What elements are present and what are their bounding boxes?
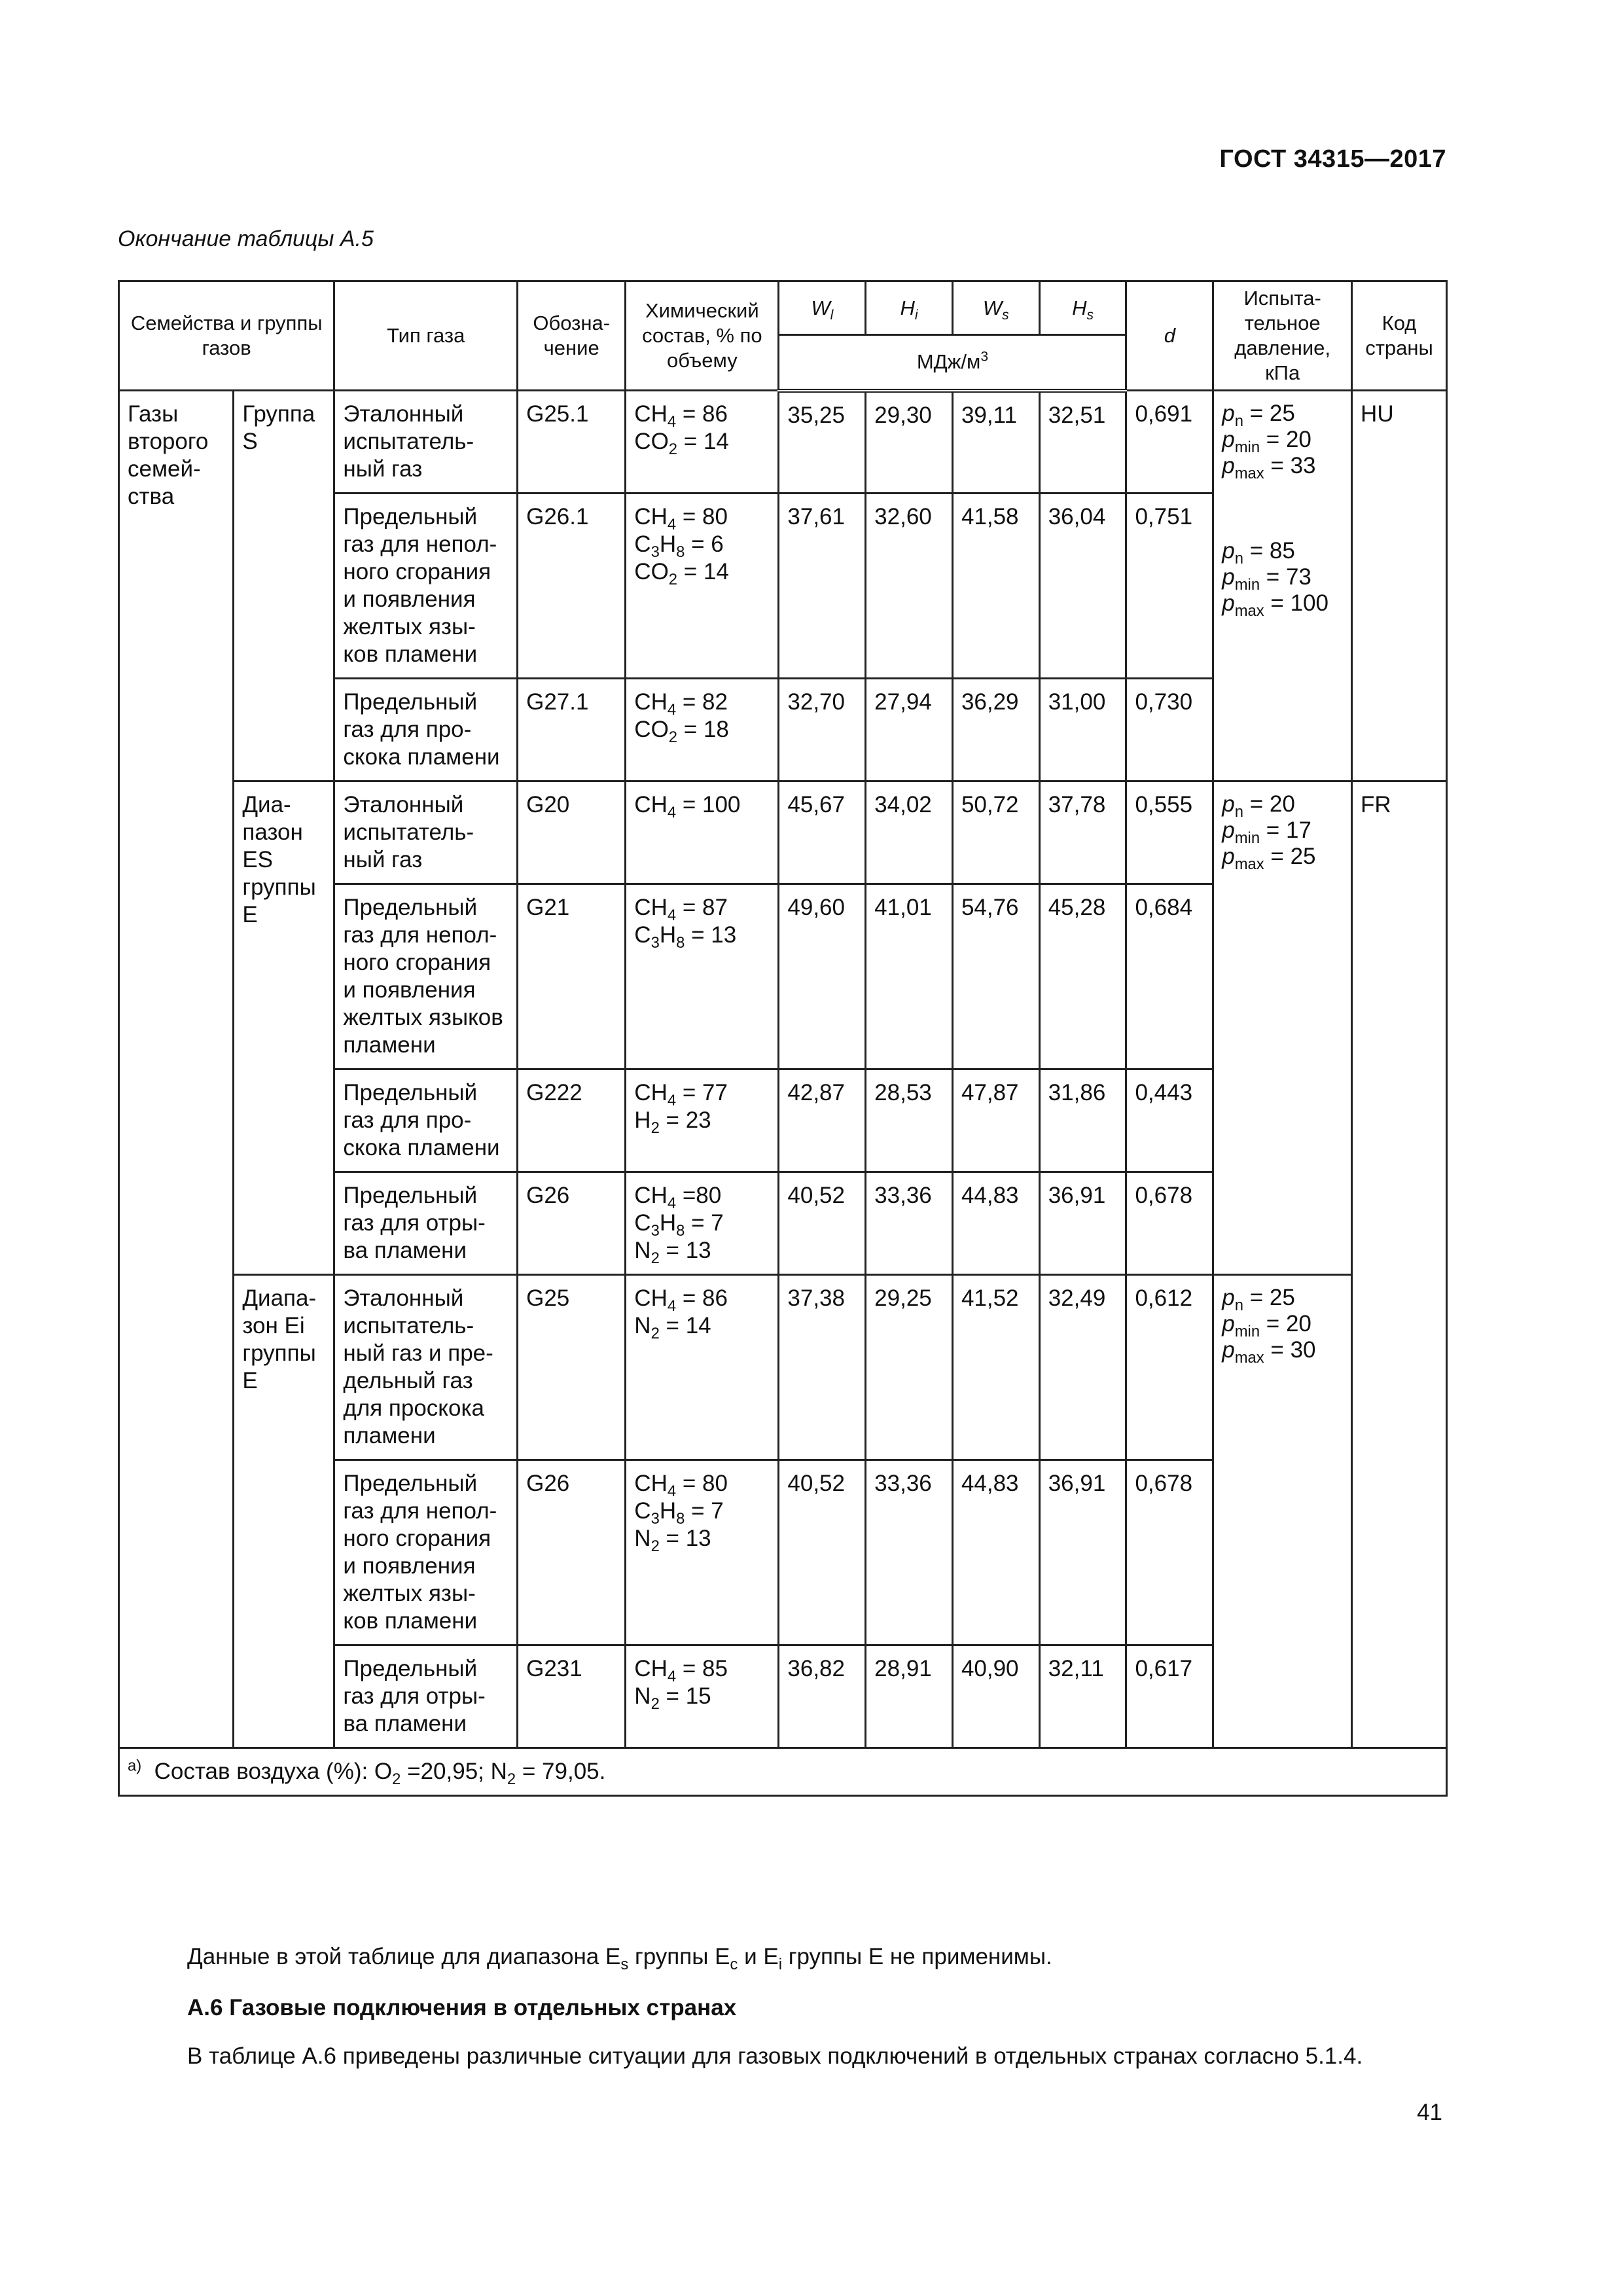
composition-line: $CO_2 = 18$ <box>634 717 729 746</box>
value-cell-ws: 41,58 <box>952 493 1039 679</box>
country-cell: HU <box>1352 391 1447 781</box>
value-cell-ws: 47,87 <box>952 1069 1039 1172</box>
value-cell-hi: 34,02 <box>866 781 953 884</box>
value-cell-hs: 36,91 <box>1039 1172 1126 1275</box>
pressure-block <box>1222 791 1343 873</box>
header-hi: $H_i$ <box>866 281 953 335</box>
value-cell-ws: 44,83 <box>952 1460 1039 1645</box>
value-cell-hs: 36,91 <box>1039 1460 1126 1645</box>
gas-type-cell: Предельный газ для непол- ного сгорания и появления желтых язы- ков пламени <box>334 1460 518 1645</box>
designation-cell: G222 <box>518 1069 626 1172</box>
value-cell-wi: 32,70 <box>779 679 866 781</box>
header-composition: Химический состав, % по объему <box>626 281 779 391</box>
header-country: Код страны <box>1352 281 1447 391</box>
composition-cell <box>626 493 779 679</box>
header-pressure: Испыта- тельное давление, кПа <box>1213 281 1352 391</box>
gas-type-cell: Предельный газ для про- скока пламени <box>334 679 518 781</box>
table-caption: Окончание таблицы А.5 <box>118 226 374 251</box>
designation-cell: G27.1 <box>518 679 626 781</box>
pressure-line: $p_{min} = 17$ <box>1222 817 1311 847</box>
value-cell-ws: 40,90 <box>952 1645 1039 1748</box>
value-cell-hi: 41,01 <box>866 884 953 1069</box>
pressure-line: $p_{min} = 20$ <box>1222 1311 1311 1340</box>
composition-line: $CH_4 = 80$ <box>634 1471 728 1500</box>
country-cell: FR <box>1352 781 1447 1748</box>
value-cell-ws: 39,11 <box>952 391 1039 493</box>
value-cell-wi: 40,52 <box>779 1460 866 1645</box>
composition-cell <box>626 1460 779 1645</box>
pressure-line: $p_{max} = 25$ <box>1222 844 1316 873</box>
gas-type-cell: Предельный газ для про- скока пламени <box>334 1069 518 1172</box>
pressure-line: $p_{min} = 73$ <box>1222 564 1311 594</box>
value-cell-d: 0,751 <box>1126 493 1213 679</box>
value-cell-d: 0,443 <box>1126 1069 1213 1172</box>
value-cell-d: 0,617 <box>1126 1645 1213 1748</box>
value-cell-wi: 35,25 <box>779 391 866 493</box>
standard-header: ГОСТ 34315—2017 <box>1219 145 1446 173</box>
gas-type-cell: Предельный газ для отры- ва пламени <box>334 1172 518 1275</box>
composition-line: $N_2 = 14$ <box>634 1313 711 1342</box>
value-cell-d: 0,691 <box>1126 391 1213 493</box>
pressure-block <box>1222 401 1343 482</box>
composition-line: $CH_4 = 82$ <box>634 689 728 719</box>
header-ws: $W_s$ <box>952 281 1039 335</box>
composition-line: $C_3H_8 = 6$ <box>634 531 724 561</box>
value-cell-wi: 40,52 <box>779 1172 866 1275</box>
value-cell-hi: 33,36 <box>866 1460 953 1645</box>
composition-cell <box>626 884 779 1069</box>
header-wi: $W_l$ <box>779 281 866 335</box>
header-gas-type: Тип газа <box>334 281 518 391</box>
composition-line: $H_2 = 23$ <box>634 1107 711 1137</box>
footnote-mark: a) <box>128 1757 142 1775</box>
footnote-row <box>119 1748 1447 1796</box>
header-family: Семейства и группы газов <box>119 281 334 391</box>
composition-cell <box>626 1645 779 1748</box>
composition-cell <box>626 1069 779 1172</box>
table-row <box>119 781 1447 884</box>
composition-line: $N_2 = 13$ <box>634 1238 711 1267</box>
pressure-line: $p_{min} = 20$ <box>1222 427 1311 456</box>
applicability-note: Данные в этой таблице для диапазона $E_s$ группы $E_c$ и $E_i$ группы E не применимы. <box>187 1944 1052 1973</box>
composition-line: $CH_4 = 86$ <box>634 1285 728 1315</box>
group-cell: Диапа- зон Ei группы E <box>234 1275 334 1748</box>
header-unit: МДж/$м^3$ <box>779 335 1126 391</box>
composition-line: $C_3H_8 = 7$ <box>634 1210 724 1240</box>
footnote: $^{a)}$ Состав воздуха (%): $O_2 =20,95$; $N_2 = 79,05$. <box>119 1748 1447 1796</box>
composition-line: $CO_2 = 14$ <box>634 429 729 458</box>
gas-type-cell: Предельный газ для непол- ного сгорания и появления желтых язы- ков пламени <box>334 493 518 679</box>
gas-table <box>118 280 1448 1797</box>
value-cell-hi: 28,91 <box>866 1645 953 1748</box>
composition-line: $CH_4 = 77$ <box>634 1080 728 1109</box>
pressure-line: $p_n = 20$ <box>1222 791 1295 821</box>
composition-line: $CH_4 = 100$ <box>634 792 741 821</box>
composition-line: $CH_4 = 80$ <box>634 504 728 533</box>
pressure-cell <box>1213 781 1352 1275</box>
pressure-line: $p_n = 85$ <box>1222 538 1295 567</box>
value-cell-wi: 36,82 <box>779 1645 866 1748</box>
table-body <box>119 391 1447 1796</box>
header-d: d <box>1126 281 1213 391</box>
value-cell-ws: 50,72 <box>952 781 1039 884</box>
gas-type-cell: Эталонный испытатель- ный газ <box>334 781 518 884</box>
composition-line: $CH_4 = 85$ <box>634 1656 728 1685</box>
value-cell-ws: 41,52 <box>952 1275 1039 1460</box>
composition-cell <box>626 391 779 493</box>
value-cell-hi: 33,36 <box>866 1172 953 1275</box>
composition-line: $CH_4 = 87$ <box>634 895 728 924</box>
pressure-line: $p_n = 25$ <box>1222 401 1295 430</box>
table-row <box>119 1275 1447 1460</box>
value-cell-wi: 42,87 <box>779 1069 866 1172</box>
value-cell-hi: 29,25 <box>866 1275 953 1460</box>
value-cell-wi: 49,60 <box>779 884 866 1069</box>
value-cell-hs: 45,28 <box>1039 884 1126 1069</box>
value-cell-d: 0,730 <box>1126 679 1213 781</box>
value-cell-d: 0,678 <box>1126 1460 1213 1645</box>
designation-cell: G26 <box>518 1460 626 1645</box>
gas-type-cell: Эталонный испытатель- ный газ и пре- дельный газ для проскока пламени <box>334 1275 518 1460</box>
pressure-line: $p_{max} = 100$ <box>1222 590 1329 620</box>
value-cell-hi: 29,30 <box>866 391 953 493</box>
value-cell-hs: 31,86 <box>1039 1069 1126 1172</box>
value-cell-hs: 31,00 <box>1039 679 1126 781</box>
designation-cell: G21 <box>518 884 626 1069</box>
value-cell-d: 0,555 <box>1126 781 1213 884</box>
composition-line: $N_2 = 13$ <box>634 1526 711 1555</box>
header-designation: Обозна- чение <box>518 281 626 391</box>
composition-line: $CH_4 =80$ <box>634 1183 722 1212</box>
gas-type-cell: Предельный газ для отры- ва пламени <box>334 1645 518 1748</box>
composition-line: $CO_2 = 14$ <box>634 559 729 588</box>
designation-cell: G25 <box>518 1275 626 1460</box>
designation-cell: G26 <box>518 1172 626 1275</box>
designation-cell: G25.1 <box>518 391 626 493</box>
value-cell-wi: 45,67 <box>779 781 866 884</box>
group-cell: Диа- пазон ES группы E <box>234 781 334 1275</box>
value-cell-hs: 32,51 <box>1039 391 1126 493</box>
header-row-1 <box>119 281 1447 335</box>
composition-cell <box>626 679 779 781</box>
pressure-line: $p_n = 25$ <box>1222 1285 1295 1314</box>
value-cell-ws: 54,76 <box>952 884 1039 1069</box>
table-row <box>119 391 1447 493</box>
designation-cell: G26.1 <box>518 493 626 679</box>
header-hs: $H_s$ <box>1039 281 1126 335</box>
value-cell-wi: 37,38 <box>779 1275 866 1460</box>
composition-cell <box>626 1172 779 1275</box>
value-cell-d: 0,684 <box>1126 884 1213 1069</box>
value-cell-hi: 27,94 <box>866 679 953 781</box>
pressure-cell <box>1213 1275 1352 1748</box>
family-cell: Газы второго семей- ства <box>119 391 234 1748</box>
pressure-cell <box>1213 391 1352 781</box>
value-cell-hi: 28,53 <box>866 1069 953 1172</box>
composition-cell <box>626 781 779 884</box>
value-cell-hs: 36,04 <box>1039 493 1126 679</box>
value-cell-hs: 37,78 <box>1039 781 1126 884</box>
group-cell: Группа S <box>234 391 334 781</box>
composition-line: $N_2 = 15$ <box>634 1683 711 1713</box>
composition-line: $C_3H_8 = 7$ <box>634 1498 724 1528</box>
value-cell-hs: 32,49 <box>1039 1275 1126 1460</box>
value-cell-hs: 32,11 <box>1039 1645 1126 1748</box>
value-cell-d: 0,612 <box>1126 1275 1213 1460</box>
value-cell-d: 0,678 <box>1126 1172 1213 1275</box>
value-cell-wi: 37,61 <box>779 493 866 679</box>
pressure-block <box>1222 538 1343 620</box>
value-cell-ws: 36,29 <box>952 679 1039 781</box>
gas-type-cell: Предельный газ для непол- ного сгорания и появления желтых языков пламени <box>334 884 518 1069</box>
pressure-line: $p_{max} = 30$ <box>1222 1337 1316 1367</box>
composition-line: $CH_4 = 86$ <box>634 401 728 431</box>
value-cell-hi: 32,60 <box>866 493 953 679</box>
section-title: А.6 Газовые подключения в отдельных странах <box>187 1995 737 2020</box>
section-text: В таблице А.6 приведены различные ситуации для газовых подключений в отдельных странах согласно 5.1.4. <box>187 2043 1363 2069</box>
pressure-line: $p_{max} = 33$ <box>1222 453 1316 482</box>
gas-type-cell: Эталонный испытатель- ный газ <box>334 391 518 493</box>
value-cell-ws: 44,83 <box>952 1172 1039 1275</box>
composition-cell <box>626 1275 779 1460</box>
composition-line: $C_3H_8 = 13$ <box>634 922 737 952</box>
designation-cell: G231 <box>518 1645 626 1748</box>
pressure-block <box>1222 1285 1343 1367</box>
designation-cell: G20 <box>518 781 626 884</box>
page-number: 41 <box>1417 2100 1442 2125</box>
